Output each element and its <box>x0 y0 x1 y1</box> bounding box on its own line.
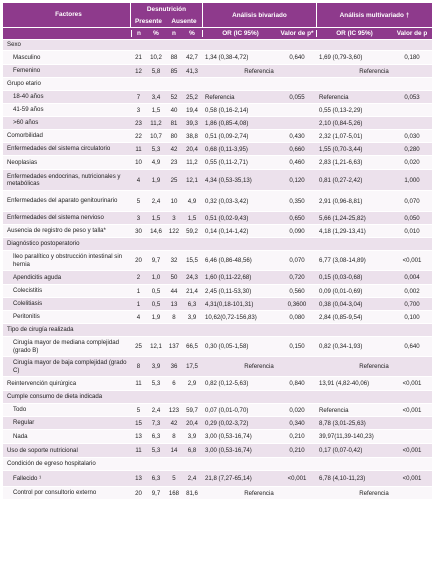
referencia-bivariado-cell: Referencia <box>244 67 274 75</box>
n-presente-cell: 22 <box>135 132 142 140</box>
valor-p-bivariado-cell: 0,840 <box>289 380 305 387</box>
valor-p-bivariado-cell: 0,120 <box>289 176 305 184</box>
n-ausente-cell: 23 <box>170 159 178 166</box>
n-presente-cell: 10 <box>135 159 142 166</box>
valor-p-multivariado-cell: <0,001 <box>402 257 422 264</box>
factor-label: Cirugía mayor de baja complejidad (grado C) <box>13 359 127 374</box>
pct-presente-cell: 1,0 <box>151 274 161 281</box>
header-presente: Presente <box>134 17 162 25</box>
pct-presente-cell: 0,5 <box>151 287 161 295</box>
pct-presente-cell: 5,3 <box>151 380 161 387</box>
valor-p-bivariado-cell: 0,210 <box>289 447 305 454</box>
or-multivariado-cell: 6,77 (3,08-14,89) <box>319 257 366 264</box>
header-desnutricion: Desnutrición <box>146 5 186 13</box>
n-presente-cell: 5 <box>136 406 141 414</box>
or-multivariado-cell: 2,83 (1,21-6,63) <box>319 159 363 166</box>
pct-ausente-cell: 4,9 <box>187 197 197 205</box>
factor-label: Nada <box>13 432 28 440</box>
pct-ausente-cell: 42,7 <box>186 54 198 61</box>
category-row <box>3 77 432 90</box>
factor-label: Fallecido ¹ <box>13 474 42 482</box>
valor-p-multivariado-cell: <0,001 <box>402 406 422 414</box>
header-or-bivariado: OR (IC 95%) <box>202 30 278 37</box>
valor-p-bivariado-cell: 0,090 <box>289 227 305 235</box>
pct-ausente-cell: 38,8 <box>186 132 198 140</box>
n-presente-cell: 4 <box>136 176 141 184</box>
pct-presente-cell: 1,5 <box>151 214 161 222</box>
factor-label: Peritonitis <box>13 313 40 321</box>
table-row <box>3 403 432 416</box>
or-bivariado-cell: 0,51 (0,02-9,43) <box>205 214 249 222</box>
or-multivariado-cell: 1,69 (0,79-3,60) <box>319 54 363 61</box>
category-row <box>3 39 432 50</box>
table-row <box>3 336 432 356</box>
or-multivariado-cell: Referencia <box>319 406 349 414</box>
factor-label: Colelitiasis <box>13 300 43 308</box>
pct-presente-cell: 1,9 <box>151 176 161 184</box>
valor-p-multivariado-cell: <0,001 <box>402 380 422 387</box>
n-presente-cell: 11 <box>135 145 142 153</box>
valor-p-multivariado-cell: 0,180 <box>404 54 420 61</box>
or-multivariado-cell: 1,55 (0,70-3,44) <box>319 145 363 153</box>
pct-presente-cell: 5,8 <box>151 67 161 75</box>
pct-presente-cell: 2,4 <box>151 197 161 205</box>
table-row <box>3 50 432 64</box>
n-ausente-cell: 6 <box>172 380 176 387</box>
table-body <box>3 39 432 499</box>
factor-label: Enfermedades del sistema circulatorio <box>7 145 111 153</box>
pct-presente-cell: 1,9 <box>151 313 161 321</box>
valor-p-bivariado-cell: 0,640 <box>289 54 305 61</box>
n-ausente-cell: 122 <box>168 227 180 235</box>
or-multivariado-cell: 5,66 (1,24-25,82) <box>319 214 366 222</box>
n-ausente-cell: 52 <box>170 93 178 101</box>
n-ausente-cell: 5 <box>172 475 176 482</box>
n-presente-cell: 21 <box>135 54 142 61</box>
pct-ausente-cell: 19,4 <box>186 106 198 114</box>
table-row <box>3 270 432 284</box>
factor-label: Neoplasias <box>7 158 38 166</box>
valor-p-multivariado-cell: 0,020 <box>404 159 420 166</box>
valor-p-multivariado-cell: 0,010 <box>404 227 420 235</box>
pct-ausente-cell: 3,9 <box>187 433 197 440</box>
or-bivariado-cell: 0,82 (0,12-5,63) <box>205 380 249 387</box>
factor-label: Colecistitis <box>13 287 43 295</box>
header-factores: Factores <box>55 11 82 19</box>
pct-ausente-cell: 1,5 <box>187 214 197 222</box>
header-n-ausente: n <box>172 30 176 37</box>
or-multivariado-cell: 0,15 (0,03-0,68) <box>319 274 363 281</box>
valor-p-multivariado-cell: 0,100 <box>404 313 420 321</box>
or-bivariado-cell: 1,60 (0,11-22,68) <box>205 274 252 281</box>
or-bivariado-cell: 6,46 (0,86-48,56) <box>205 257 252 264</box>
or-bivariado-cell: 10,62(0,72-156,83) <box>205 313 257 321</box>
valor-p-bivariado-cell: 0,350 <box>289 197 305 205</box>
pct-ausente-cell: 20,4 <box>186 145 198 153</box>
n-ausente-cell: 8 <box>172 313 176 321</box>
pct-ausente-cell: 25,2 <box>186 93 198 101</box>
header-n-presente: n <box>131 30 146 37</box>
or-bivariado-cell: 4,34 (0,53-35,13) <box>205 176 252 184</box>
n-ausente-cell: 137 <box>168 343 180 350</box>
valor-p-bivariado-cell: 0,020 <box>289 406 305 414</box>
or-multivariado-cell: Referencia <box>319 93 349 101</box>
n-ausente-cell: 32 <box>170 257 178 264</box>
factor-label: >60 años <box>13 119 39 127</box>
n-presente-cell: 4 <box>136 313 141 321</box>
factor-label: 41-59 años <box>13 106 44 114</box>
n-ausente-cell: 42 <box>170 419 178 427</box>
pct-presente-cell: 14,6 <box>150 227 162 235</box>
header-pct-presente: % <box>153 30 159 37</box>
or-bivariado-cell: 0,30 (0,05-1,58) <box>205 343 249 350</box>
n-ausente-cell: 14 <box>170 447 178 454</box>
or-bivariado-cell: 1,34 (0,38-4,72) <box>205 54 249 61</box>
or-multivariado-cell: 2,91 (0,96-8,81) <box>319 197 363 205</box>
table-row <box>3 116 432 129</box>
pct-presente-cell: 4,9 <box>151 159 161 166</box>
factor-label: Control por consultorio externo <box>13 489 97 497</box>
or-bivariado-cell: 0,51 (0,09-2,74) <box>205 132 249 140</box>
n-ausente-cell: 3 <box>172 214 176 222</box>
pct-ausente-cell: 81,6 <box>186 489 198 497</box>
or-multivariado-cell: 0,38 (0,04-3,04) <box>319 300 363 308</box>
n-ausente-cell: 44 <box>170 287 178 295</box>
n-presente-cell: 13 <box>135 433 142 440</box>
or-multivariado-cell: 0,82 (0,34-1,93) <box>319 343 363 350</box>
category-label: Cumple consumo de dieta indicada <box>7 393 103 401</box>
n-presente-cell: 12 <box>135 67 142 75</box>
n-ausente-cell: 40 <box>170 106 178 114</box>
n-ausente-cell: 81 <box>170 119 178 127</box>
factor-label: 18-40 años <box>13 93 44 101</box>
factor-label: Apendicitis aguda <box>13 273 62 281</box>
category-label: Tipo de cirugía realizada <box>7 326 74 334</box>
table-row <box>3 224 432 237</box>
table-row <box>3 155 432 169</box>
pct-presente-cell: 10,2 <box>150 54 162 61</box>
n-presente-cell: 3 <box>136 214 141 222</box>
or-bivariado-cell: 0,32 (0,03-3,42) <box>205 197 249 205</box>
pct-ausente-cell: 59,2 <box>186 227 198 235</box>
n-ausente-cell: 50 <box>170 274 178 281</box>
pct-ausente-cell: 2,4 <box>187 475 197 482</box>
category-label: Condición de egreso hospitalario <box>7 460 96 468</box>
pct-ausente-cell: 66,5 <box>186 343 198 350</box>
table-header <box>3 3 432 39</box>
referencia-multivariado-cell: Referencia <box>359 489 389 497</box>
referencia-bivariado-cell: Referencia <box>244 489 274 497</box>
or-bivariado-cell: 0,29 (0,02-3,72) <box>205 419 249 427</box>
pct-ausente-cell: 12,1 <box>186 176 198 184</box>
category-row <box>3 323 432 336</box>
n-presente-cell: 30 <box>135 227 142 235</box>
or-multivariado-cell: 0,17 (0,07-0,42) <box>319 447 363 454</box>
category-row <box>3 237 432 250</box>
factor-label: Enfermedades del aparato genitourinario <box>7 197 118 205</box>
factor-label: Reintervención quirúrgica <box>7 379 77 387</box>
valor-p-bivariado-cell: 0,430 <box>289 132 305 140</box>
pct-presente-cell: 6,3 <box>151 433 161 440</box>
header-or-multivariado: OR (IC 95%) <box>316 30 392 37</box>
referencia-multivariado-cell: Referencia <box>359 67 389 75</box>
n-presente-cell: 25 <box>135 343 142 350</box>
pct-ausente-cell: 17,5 <box>186 363 198 370</box>
pct-presente-cell: 3,9 <box>151 363 161 370</box>
pct-ausente-cell: 39,3 <box>186 119 198 127</box>
header-pct-ausente: % <box>189 30 195 37</box>
factor-label: Uso de soporte nutricional <box>7 446 78 454</box>
n-presente-cell: 2 <box>136 274 141 281</box>
pct-ausente-cell: 15,5 <box>186 257 198 264</box>
factor-label: Enfermedades del sistema nervioso <box>7 214 104 222</box>
n-ausente-cell: 85 <box>170 67 178 75</box>
or-multivariado-cell: 2,84 (0,85-9,54) <box>319 313 363 321</box>
or-multivariado-cell: 0,81 (0,27-2,42) <box>319 176 363 184</box>
valor-p-multivariado-cell: 0,030 <box>404 132 420 140</box>
factor-label: Regular <box>13 419 35 427</box>
or-bivariado-cell: 21,8 (7,27-65,14) <box>205 475 252 482</box>
factor-label: Todo <box>13 406 27 414</box>
table-row <box>3 443 432 457</box>
pct-presente-cell: 9,7 <box>151 489 161 497</box>
pct-presente-cell: 0,5 <box>151 300 161 308</box>
n-ausente-cell: 36 <box>170 363 178 370</box>
n-presente-cell: 7 <box>136 93 141 101</box>
pct-ausente-cell: 2,9 <box>187 380 197 387</box>
n-ausente-cell: 123 <box>168 406 180 414</box>
n-presente-cell: 1 <box>136 287 141 295</box>
table-row <box>3 297 432 310</box>
header-valor-p-bivariado: Valor de p* <box>280 30 314 37</box>
n-ausente-cell: 10 <box>170 197 178 205</box>
valor-p-multivariado-cell: 0,700 <box>404 300 420 308</box>
pct-ausente-cell: 20,4 <box>186 419 198 427</box>
factor-label: Comorbilidad <box>7 132 43 140</box>
category-label: Grupo etario <box>7 80 41 88</box>
table-row <box>3 250 432 270</box>
table-row <box>3 429 432 443</box>
pct-presente-cell: 7,3 <box>151 419 161 427</box>
table-row <box>3 190 432 211</box>
category-row <box>3 457 432 470</box>
table-row <box>3 90 432 103</box>
n-ausente-cell: 80 <box>170 132 178 140</box>
header-valor-p-multivariado: Valor de p <box>396 30 428 37</box>
valor-p-multivariado-cell: 1,000 <box>404 176 420 184</box>
pct-ausente-cell: 6,3 <box>187 300 197 308</box>
or-multivariado-cell: 4,18 (1,29-13,41) <box>319 227 366 235</box>
n-presente-cell: 11 <box>135 447 142 454</box>
pct-presente-cell: 11,2 <box>150 119 162 127</box>
or-multivariado-cell: 0,55 (0,13-2,29) <box>319 106 363 114</box>
pct-presente-cell: 5,3 <box>151 447 161 454</box>
valor-p-multivariado-cell: 0,004 <box>404 274 420 281</box>
valor-p-multivariado-cell: 0,640 <box>404 343 420 350</box>
or-bivariado-cell: 0,68 (0,11-3,95) <box>205 145 248 153</box>
table-row <box>3 64 432 77</box>
table-row <box>3 376 432 390</box>
n-ausente-cell: 42 <box>170 145 178 153</box>
or-bivariado-cell: 3,00 (0,53-16,74) <box>205 447 252 454</box>
valor-p-bivariado-cell: 0,720 <box>289 274 305 281</box>
table-row <box>3 284 432 297</box>
pct-presente-cell: 1,5 <box>151 106 161 114</box>
header-bivariado: Análisis bivariado <box>202 3 316 27</box>
valor-p-multivariado-cell: 0,050 <box>404 214 420 222</box>
valor-p-multivariado-cell: 0,280 <box>404 145 420 153</box>
or-bivariado-cell: 1,86 (0,85-4,08) <box>205 119 249 127</box>
factor-label: Masculino <box>13 53 41 61</box>
or-bivariado-cell: 3,00 (0,53-16,74) <box>205 433 252 440</box>
valor-p-bivariado-cell: 0,080 <box>289 313 305 321</box>
or-bivariado-cell: 4,31(0,18-101,31) <box>205 300 254 308</box>
table-row <box>3 416 432 429</box>
valor-p-bivariado-cell: <0,001 <box>287 475 307 482</box>
pct-ausente-cell: 59,7 <box>186 406 198 414</box>
n-presente-cell: 13 <box>135 475 142 482</box>
pct-presente-cell: 2,4 <box>151 406 161 414</box>
or-multivariado-cell: 8,78 (3,01-25,63) <box>319 419 366 427</box>
n-presente-cell: 1 <box>136 300 141 308</box>
table-row <box>3 486 432 499</box>
n-presente-cell: 8 <box>136 363 141 370</box>
n-ausente-cell: 25 <box>170 176 178 184</box>
results-table <box>3 3 432 499</box>
or-multivariado-cell: 2,10 (0,84-5,26) <box>319 119 363 127</box>
pct-presente-cell: 3,4 <box>151 93 161 101</box>
valor-p-bivariado-cell: 0,460 <box>289 159 305 166</box>
valor-p-bivariado-cell: 0,340 <box>289 419 305 427</box>
pct-ausente-cell: 21,4 <box>186 287 198 295</box>
n-ausente-cell: 13 <box>170 300 178 308</box>
pct-ausente-cell: 3,9 <box>187 313 197 321</box>
category-label: Diagnóstico postoperatorio <box>7 240 80 248</box>
or-multivariado-cell: 0,09 (0,01-0,69) <box>319 287 363 295</box>
valor-p-multivariado-cell: <0,001 <box>402 475 422 482</box>
pct-ausente-cell: 41,3 <box>186 67 198 75</box>
or-multivariado-cell: 13,91 (4,82-40,06) <box>319 380 370 387</box>
pct-presente-cell: 6,3 <box>151 475 161 482</box>
or-bivariado-cell: 0,58 (0,16-2,14) <box>205 106 249 114</box>
n-presente-cell: 5 <box>136 197 141 205</box>
table-row <box>3 310 432 323</box>
valor-p-multivariado-cell: <0,001 <box>402 447 422 454</box>
category-row <box>3 390 432 403</box>
n-presente-cell: 20 <box>135 489 142 497</box>
pct-presente-cell: 10,7 <box>150 132 162 140</box>
n-presente-cell: 20 <box>135 257 142 264</box>
referencia-multivariado-cell: Referencia <box>359 363 389 370</box>
valor-p-multivariado-cell: 0,053 <box>404 93 420 101</box>
n-presente-cell: 11 <box>135 380 142 387</box>
valor-p-bivariado-cell: 0,3600 <box>287 300 307 308</box>
pct-ausente-cell: 11,2 <box>186 159 198 166</box>
valor-p-multivariado-cell: 0,070 <box>404 197 420 205</box>
table-row <box>3 211 432 224</box>
n-ausente-cell: 8 <box>172 433 176 440</box>
table-row <box>3 129 432 142</box>
or-bivariado-cell: 0,07 (0,01-0,70) <box>205 406 249 414</box>
n-presente-cell: 23 <box>135 119 142 127</box>
or-bivariado-cell: Referencia <box>205 93 235 101</box>
pct-presente-cell: 5,3 <box>151 145 161 153</box>
table-row <box>3 103 432 116</box>
or-bivariado-cell: 2,45 (0,11-53,30) <box>205 287 252 295</box>
pct-ausente-cell: 24,3 <box>186 274 198 281</box>
factor-label: Femenino <box>13 67 41 75</box>
or-bivariado-cell: 0,55 (0,11-2,71) <box>205 159 248 166</box>
table-row <box>3 142 432 155</box>
valor-p-bivariado-cell: 0,070 <box>289 257 305 264</box>
factor-label: Ausencia de registro de peso y talla* <box>7 227 106 235</box>
valor-p-bivariado-cell: 0,650 <box>289 214 305 222</box>
table-row <box>3 169 432 190</box>
valor-p-bivariado-cell: 0,560 <box>289 287 305 295</box>
valor-p-multivariado-cell: 0,002 <box>404 287 420 295</box>
or-multivariado-cell: 2,32 (1,07-5,01) <box>319 132 363 140</box>
valor-p-bivariado-cell: 0,150 <box>289 343 305 350</box>
or-bivariado-cell: 0,14 (0,14-1,42) <box>205 227 249 235</box>
pct-presente-cell: 9,7 <box>151 257 161 264</box>
referencia-bivariado-cell: Referencia <box>244 363 274 370</box>
factor-label: Cirugía mayor de mediana complejidad (grado B) <box>13 339 120 354</box>
n-ausente-cell: 168 <box>168 489 180 497</box>
pct-presente-cell: 12,1 <box>150 343 162 350</box>
n-presente-cell: 15 <box>135 419 142 427</box>
valor-p-bivariado-cell: 0,210 <box>289 433 305 440</box>
factor-label: Íleo paralítico y obstrucción intestinal sin hernia <box>13 253 123 268</box>
header-ausente: Ausente <box>171 17 197 25</box>
valor-p-bivariado-cell: 0,055 <box>289 93 305 101</box>
pct-ausente-cell: 6,8 <box>187 447 197 454</box>
table-row <box>3 356 432 376</box>
n-ausente-cell: 88 <box>170 54 178 61</box>
or-multivariado-cell: 6,78 (4,10-11,23) <box>319 475 366 482</box>
factor-label: Enfermedades endocrinas, nutricionales y metabólicas <box>7 172 121 187</box>
n-presente-cell: 3 <box>136 106 141 114</box>
valor-p-bivariado-cell: 0,660 <box>289 145 305 153</box>
table-row <box>3 470 432 486</box>
or-multivariado-cell: 39,97(11,39-140,23) <box>319 433 374 440</box>
category-label: Sexo <box>7 41 21 49</box>
header-multivariado: Análisis multivariado † <box>316 3 432 27</box>
